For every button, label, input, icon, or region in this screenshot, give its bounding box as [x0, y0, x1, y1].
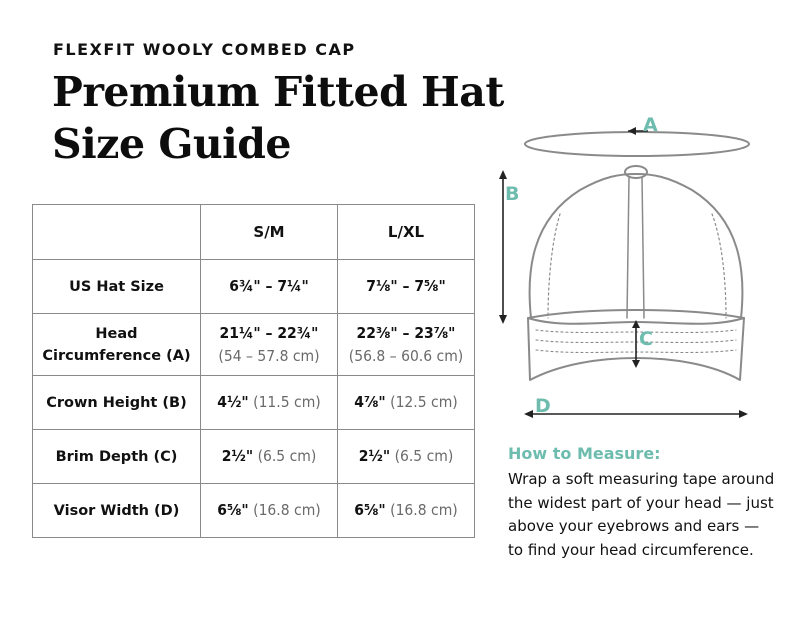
howto-body: Wrap a soft measuring tape around the widest part of your head — just above your eyebrows and ears — to find your head circumference.: [508, 470, 775, 559]
hat-illustration: [525, 132, 749, 380]
cell-lxl: [338, 484, 475, 538]
hat-crown: [530, 174, 743, 318]
header-lxl: L/XL: [338, 205, 475, 260]
sm-metric: (11.5 cm): [253, 393, 321, 411]
crown-stitch-right: [712, 214, 726, 318]
sm-metric: (6.5 cm): [257, 447, 317, 465]
measure-d-arrow-right: [739, 410, 748, 418]
measure-a-arrowhead: [628, 127, 636, 135]
lxl-imperial: 4⅞": [354, 393, 386, 411]
table-header-row: [33, 205, 475, 260]
measure-b-arrow-top: [499, 170, 507, 179]
lxl-metric: (16.8 cm): [390, 501, 458, 519]
cell-sm: [201, 314, 338, 376]
measure-c-arrow-bottom: [632, 360, 640, 368]
title-line-1: Premium Fitted Hat: [52, 68, 504, 116]
lxl-imperial: 22⅜" – 23⅞": [356, 323, 456, 342]
cell-lxl: [338, 430, 475, 484]
sm-imperial: 21¼" – 22¾": [219, 323, 319, 342]
header-empty: [33, 205, 201, 260]
sm-imperial: 2½": [221, 447, 254, 465]
label-d: D: [535, 395, 551, 417]
row-label: Brim Depth (C): [33, 430, 201, 484]
size-table: [32, 204, 475, 538]
table-row: [33, 484, 475, 538]
lxl-metric: (12.5 cm): [390, 393, 458, 411]
cell-sm: [201, 376, 338, 430]
sm-imperial: 6¾" – 7¼": [229, 277, 309, 295]
brand-name: FLEXFIT WOOLY COMBED CAP: [53, 40, 356, 59]
measure-b-arrow-bottom: [499, 315, 507, 324]
crown-stitch-left: [548, 214, 560, 318]
hat-diagram: [490, 100, 780, 430]
label-a: A: [643, 114, 658, 136]
cell-sm: [201, 484, 338, 538]
row-label: Visor Width (D): [33, 484, 201, 538]
row-label-line-1: Head: [95, 325, 138, 342]
label-b: B: [505, 183, 520, 205]
sm-metric: (54 – 57.8 cm): [218, 346, 320, 365]
sm-metric: (16.8 cm): [253, 501, 321, 519]
sm-imperial: 4½": [217, 393, 249, 411]
cell-sm: [201, 260, 338, 314]
title-line-2: Size Guide: [52, 120, 291, 168]
row-label: [33, 314, 201, 376]
table-row: [33, 376, 475, 430]
hat-band: [528, 310, 744, 318]
lxl-imperial: 7⅛" – 7⅝": [366, 277, 446, 295]
circumference-ellipse: [525, 132, 749, 156]
cell-lxl: [338, 260, 475, 314]
row-label-line-2: Circumference (A): [42, 347, 191, 364]
header-sm: S/M: [201, 205, 338, 260]
lxl-imperial: 6⅝": [354, 501, 386, 519]
lxl-metric: (6.5 cm): [394, 447, 454, 465]
table-row: [33, 260, 475, 314]
cell-sm: [201, 430, 338, 484]
row-label-line-1: US Hat Size: [69, 278, 164, 295]
table-row: [33, 430, 475, 484]
cell-lxl: [338, 376, 475, 430]
table-row: [33, 314, 475, 376]
howto-title: How to Measure:: [508, 444, 661, 463]
lxl-imperial: 2½": [358, 447, 391, 465]
sm-imperial: 6⅝": [217, 501, 249, 519]
crown-seam-left: [627, 177, 629, 318]
crown-seam-right: [642, 177, 644, 318]
hat-button: [625, 166, 647, 178]
measure-d-arrow-left: [524, 410, 533, 418]
lxl-metric: (56.8 – 60.6 cm): [348, 346, 464, 365]
row-label: [33, 260, 201, 314]
row-label: Crown Height (B): [33, 376, 201, 430]
label-c: C: [639, 328, 653, 350]
page-title: [52, 66, 522, 170]
cell-lxl: [338, 314, 475, 376]
